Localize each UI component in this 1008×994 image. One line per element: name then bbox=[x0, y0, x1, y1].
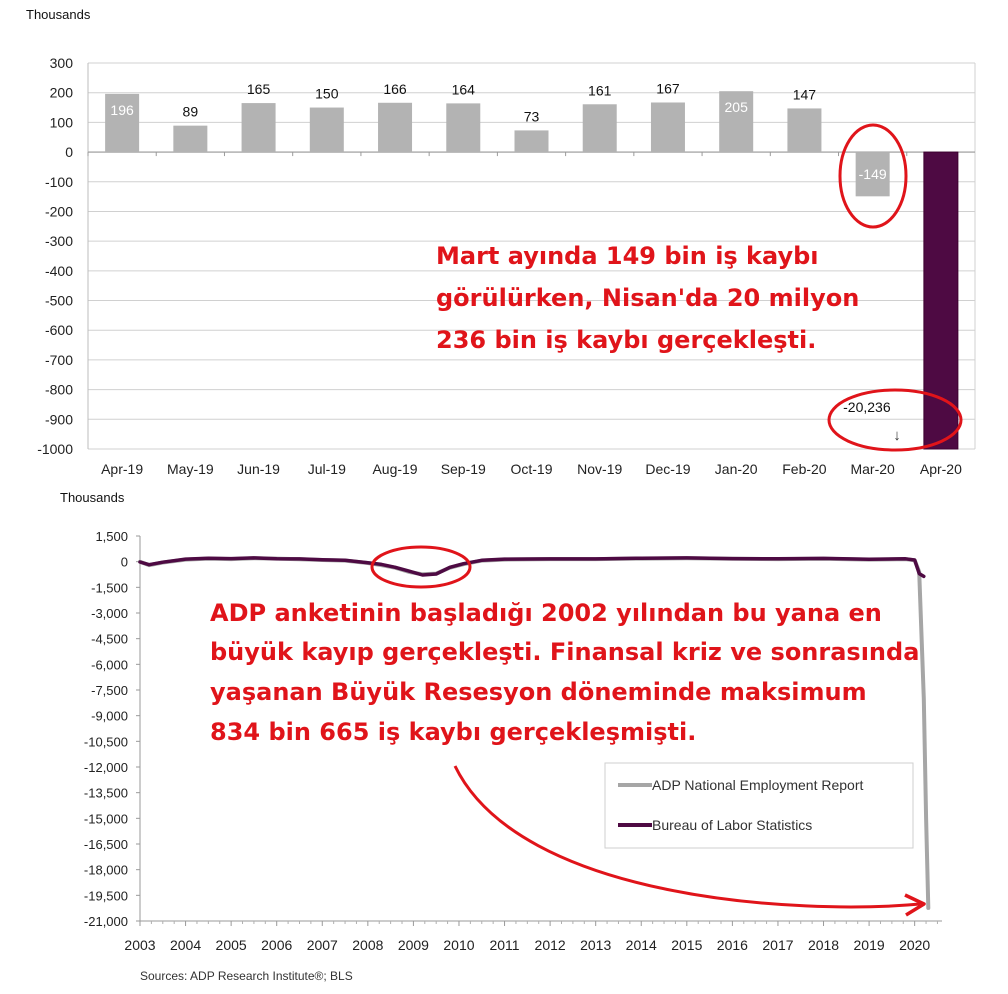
line-x-tick-label: 2014 bbox=[625, 937, 657, 953]
line-x-tick-label: 2018 bbox=[807, 937, 840, 953]
bar-may-19 bbox=[173, 126, 207, 152]
line-x-tick-label: 2012 bbox=[534, 937, 566, 953]
line-annotation-line-3: yaşanan Büyük Resesyon döneminde maksimum bbox=[210, 678, 867, 706]
bar-x-tick-label: Aug-19 bbox=[372, 461, 418, 477]
bar-y-tick-label: -500 bbox=[44, 292, 73, 309]
bar-y-tick-label: -600 bbox=[44, 322, 73, 339]
line-annotation-line-2: büyük kayıp gerçekleşti. Finansal kriz ve sonrasında bbox=[210, 638, 920, 666]
bar-data-label: 164 bbox=[451, 81, 475, 98]
line-y-tick-label: -6,000 bbox=[91, 657, 128, 673]
bar-data-label: 166 bbox=[383, 80, 407, 97]
bar-data-label: 167 bbox=[656, 80, 680, 97]
bar-y-tick-label: -800 bbox=[44, 381, 73, 398]
bar-data-label: 73 bbox=[523, 108, 540, 125]
line-y-tick-label: -10,500 bbox=[83, 734, 128, 750]
bar-data-label: 196 bbox=[110, 101, 134, 118]
line-x-tick-label: 2020 bbox=[899, 937, 931, 953]
line-y-tick-label: -15,000 bbox=[83, 811, 128, 827]
bar-y-tick-label: -100 bbox=[44, 173, 73, 190]
line-y-tick-label: -18,000 bbox=[83, 862, 128, 878]
line-y-axis bbox=[84, 529, 128, 929]
bar-x-tick-label: Dec-19 bbox=[645, 461, 691, 477]
legend-label-adp: ADP National Employment Report bbox=[652, 777, 864, 793]
bar-y-tick-label: -200 bbox=[44, 203, 73, 220]
bar-y-tick-label: 100 bbox=[49, 114, 73, 131]
line-x-tick-label: 2007 bbox=[306, 937, 338, 953]
line-annotation-line-4: 834 bin 665 iş kaybı gerçekleşmişti. bbox=[210, 718, 697, 746]
bar-unit-label: Thousands bbox=[26, 7, 91, 22]
bar-chart bbox=[26, 7, 975, 477]
bar-x-tick-label: Feb-20 bbox=[782, 461, 827, 477]
legend-box bbox=[605, 763, 913, 848]
bar-dec-19 bbox=[651, 102, 685, 152]
bar-x-tick-label: May-19 bbox=[167, 461, 214, 477]
line-y-tick-label: -7,500 bbox=[91, 683, 128, 698]
line-y-tick-label: -16,500 bbox=[83, 837, 128, 852]
bar-data-label: -149 bbox=[858, 166, 887, 183]
bar-aug-19 bbox=[378, 103, 412, 152]
bar-x-tick-label: Apr-20 bbox=[919, 461, 962, 477]
bar-y-tick-label: -700 bbox=[44, 351, 73, 368]
line-y-tick-label: 1,500 bbox=[95, 529, 128, 544]
line-x-tick-label: 2016 bbox=[716, 937, 748, 953]
bar-x-tick-label: Mar-20 bbox=[850, 461, 895, 477]
line-x-tick-label: 2017 bbox=[762, 937, 794, 953]
bar-annotation-line-3: 236 bin iş kaybı gerçekleşti. bbox=[436, 326, 817, 354]
bar-sep-19 bbox=[446, 103, 480, 152]
line-annotation-line-1: ADP anketinin başladığı 2002 yılından bu yana en bbox=[210, 599, 882, 627]
bar-x-tick-label: Jul-19 bbox=[307, 461, 346, 477]
bar-x-tick-label: Apr-19 bbox=[101, 461, 144, 477]
line-y-tick-label: -3,000 bbox=[91, 606, 128, 621]
bar-annotation bbox=[436, 242, 859, 354]
line-x-tick-label: 2003 bbox=[124, 937, 156, 953]
bar-jun-19 bbox=[242, 103, 276, 152]
line-x-tick-label: 2010 bbox=[443, 937, 475, 953]
down-arrow-icon: ↓ bbox=[893, 427, 901, 444]
line-x-tick-label: 2004 bbox=[169, 937, 202, 953]
bar-x-tick-label: Nov-19 bbox=[577, 461, 623, 477]
bar-y-tick-label: 0 bbox=[65, 144, 73, 161]
line-y-tick-label: -9,000 bbox=[91, 708, 128, 724]
bar-x-tick-label: Jun-19 bbox=[237, 461, 280, 477]
bar-y-tick-label: -1000 bbox=[37, 441, 73, 457]
line-chart bbox=[60, 490, 942, 983]
line-x-tick-label: 2011 bbox=[489, 937, 520, 953]
line-y-tick-label: -21,000 bbox=[83, 914, 128, 929]
bar-feb-20 bbox=[787, 108, 821, 152]
line-y-tick-label: -4,500 bbox=[91, 631, 128, 647]
line-y-tick-label: -19,500 bbox=[83, 888, 128, 904]
line-y-tick-label: 0 bbox=[120, 554, 128, 570]
bar-y-tick-label: -900 bbox=[44, 411, 73, 428]
bar-series bbox=[105, 91, 958, 449]
bar-annotation-line-2: görülürken, Nisan'da 20 milyon bbox=[436, 284, 860, 312]
line-x-tick-label: 2013 bbox=[580, 937, 612, 953]
bar-nov-19 bbox=[583, 104, 617, 152]
bar-data-label: 161 bbox=[588, 82, 612, 99]
line-unit-label: Thousands bbox=[60, 490, 125, 505]
line-x-tick-label: 2005 bbox=[215, 937, 247, 953]
line-x-tick-label: 2015 bbox=[671, 937, 703, 953]
bar-data-label: 147 bbox=[792, 86, 817, 103]
bar-x-tick-label: Jan-20 bbox=[714, 461, 758, 477]
bar-data-label: 165 bbox=[246, 81, 271, 98]
bar-jul-19 bbox=[310, 108, 344, 153]
bar-data-label: 205 bbox=[724, 99, 748, 116]
bar-data-label: -20,236 bbox=[843, 399, 891, 415]
bar-y-tick-label: -300 bbox=[44, 233, 73, 250]
line-annotation bbox=[210, 599, 919, 746]
line-y-tick-label: -13,500 bbox=[83, 785, 128, 801]
bar-data-label: 89 bbox=[182, 103, 199, 120]
legend-label-bls: Bureau of Labor Statistics bbox=[652, 817, 813, 833]
line-x-tick-label: 2008 bbox=[352, 937, 384, 953]
bar-oct-19 bbox=[515, 130, 549, 152]
line-y-tick-label: -12,000 bbox=[83, 760, 128, 775]
bar-y-tick-label: 200 bbox=[49, 84, 73, 101]
line-x-axis bbox=[124, 937, 930, 953]
bar-annotation-line-1: Mart ayında 149 bin iş kaybı bbox=[436, 242, 819, 270]
bar-x-tick-label: Sep-19 bbox=[440, 461, 486, 477]
bar-y-tick-label: -400 bbox=[44, 262, 73, 279]
line-x-tick-label: 2019 bbox=[853, 937, 885, 953]
bar-y-tick-label: 300 bbox=[49, 55, 73, 71]
line-x-tick-label: 2009 bbox=[397, 937, 429, 953]
line-y-tick-label: -1,500 bbox=[91, 580, 128, 596]
bar-x-tick-label: Oct-19 bbox=[510, 461, 553, 477]
legend bbox=[605, 763, 913, 848]
bar-data-label: 150 bbox=[315, 85, 339, 102]
line-x-tick-label: 2006 bbox=[261, 937, 293, 953]
bar-x-axis bbox=[101, 461, 962, 477]
source-note: Sources: ADP Research Institute®; BLS bbox=[140, 969, 353, 983]
bar-y-axis bbox=[37, 55, 73, 457]
